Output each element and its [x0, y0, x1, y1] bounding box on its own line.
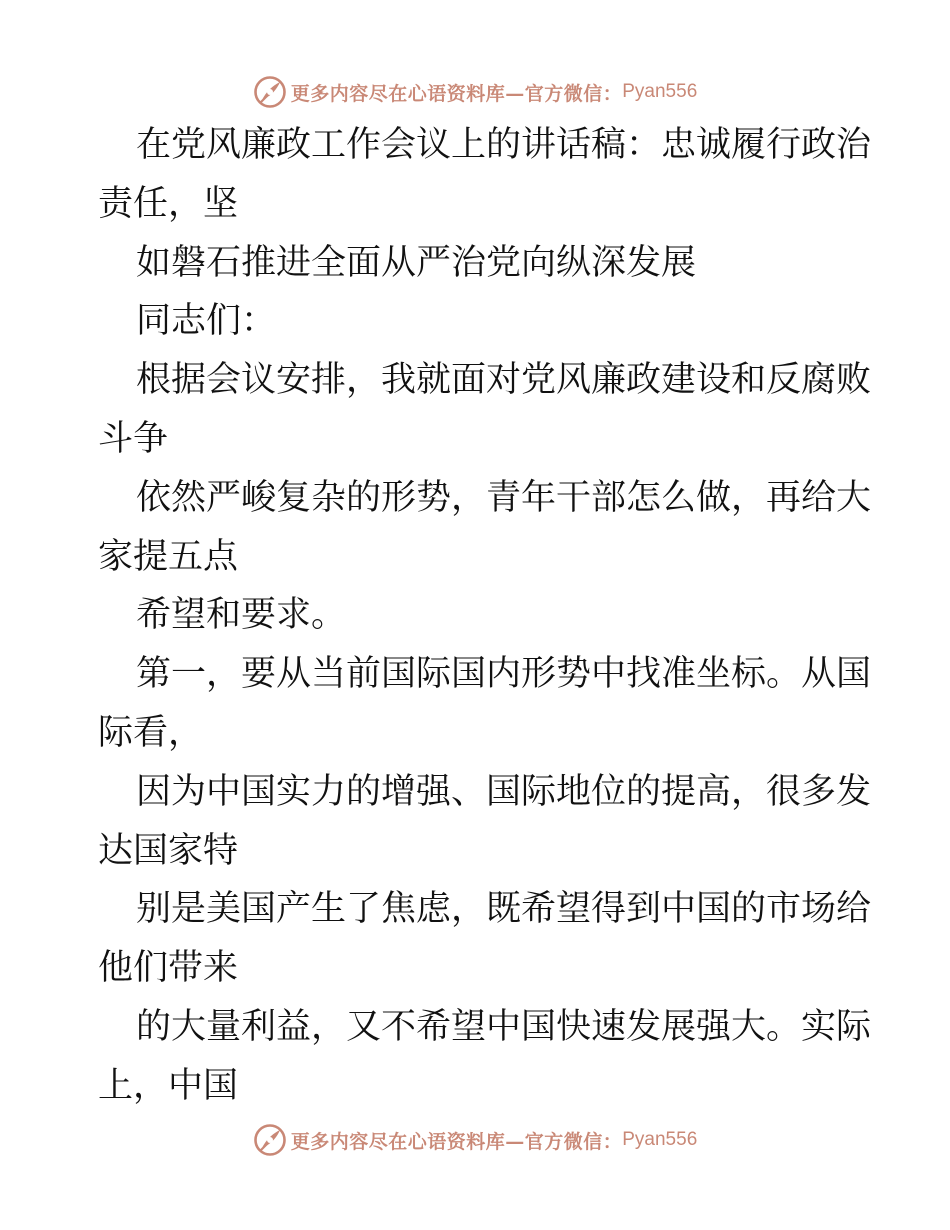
text-line: 同志们： [136, 301, 277, 342]
text-line: 责任，坚 [98, 183, 239, 224]
paragraph [98, 998, 872, 1116]
text-line: 际看， [98, 712, 204, 753]
text-line: 希望和要求。 [136, 595, 347, 636]
text-line: 根据会议安排，我就面对党风廉政建设和反腐败 [136, 360, 872, 401]
text-line: 别是美国产生了焦虑，既希望得到中国的市场给 [136, 889, 872, 930]
text-line: 上，中国 [98, 1065, 239, 1106]
text-line: 的大量利益，又不希望中国快速发展强大。实际 [136, 1006, 872, 1047]
footer-watermark-banner [0, 1120, 950, 1160]
header-watermark-banner [0, 72, 950, 112]
paragraph [98, 116, 872, 234]
text-line: 在党风廉政工作会议上的讲话稿：忠诚履行政治 [136, 125, 872, 165]
watermark-slogan: 更多内容尽在心语资料库—官方微信： [290, 82, 623, 105]
paragraph [98, 645, 872, 763]
text-line: 因为中国实力的增强、国际地位的提高，很多发 [136, 771, 872, 812]
paragraph [98, 586, 858, 645]
paragraph [98, 469, 872, 587]
text-line: 依然严峻复杂的形势，青年干部怎么做，再给大 [136, 477, 872, 518]
wechat-account: Pyan556 [622, 1129, 698, 1150]
speech-body [98, 116, 872, 1116]
quill-pen-logo-icon [253, 75, 287, 109]
text-line: 他们带来 [98, 948, 239, 989]
quill-pen-logo-icon [253, 1123, 287, 1157]
paragraph [98, 880, 872, 998]
text-line: 达国家特 [98, 830, 239, 871]
text-line: 第一，要从当前国际国内形势中找准坐标。从国 [136, 654, 872, 695]
paragraph [98, 351, 872, 469]
text-line: 如磐石推进全面从严治党向纵深发展 [136, 242, 697, 283]
watermark-slogan: 更多内容尽在心语资料库—官方微信： [290, 1130, 623, 1153]
text-line: 家提五点 [98, 536, 239, 577]
text-line: 斗争 [98, 418, 169, 459]
paragraph [98, 234, 858, 293]
wechat-account: Pyan556 [622, 81, 698, 102]
paragraph [98, 763, 872, 881]
paragraph [98, 292, 858, 351]
